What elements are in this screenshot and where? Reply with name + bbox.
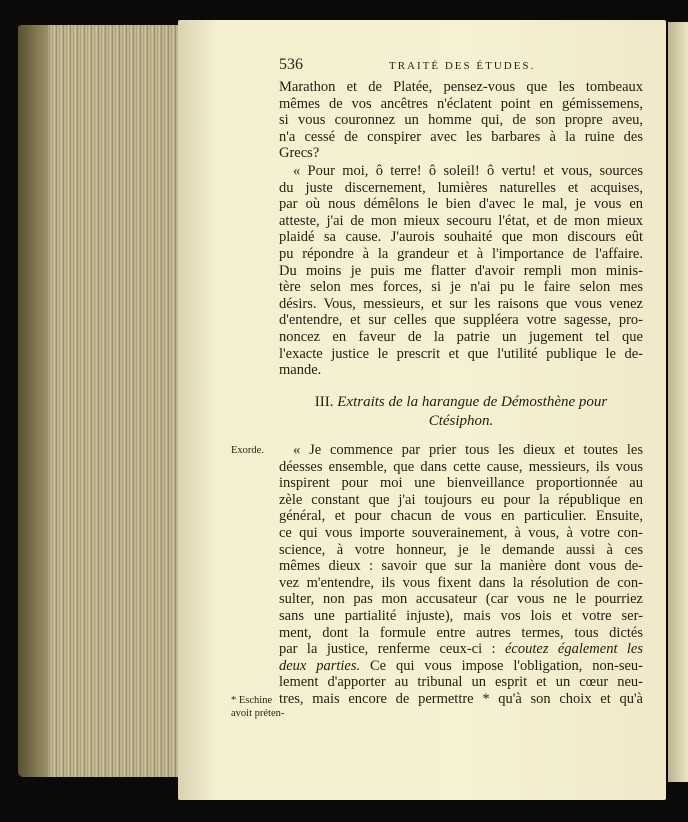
section-title: Extraits de la harangue de Démosthène pour	[337, 394, 608, 410]
text-line: mande.	[279, 362, 322, 379]
text-line	[279, 658, 643, 675]
text-line: désirs. Vous, messieurs, et sur les raisons que vous venez	[279, 295, 643, 312]
text-line: sans une partialité injuste), mais vos lois et votre ser-	[279, 607, 643, 624]
paragraph-3	[279, 442, 643, 708]
text-line: du juste discernement, lumières naturelles et acquises,	[279, 179, 643, 196]
text-line: « Pour moi, ô terre! ô soleil! ô vertu! et vous, sources	[293, 163, 643, 179]
text-line: lement d'apporter au tribunal un esprit et un cœur neu-	[279, 674, 643, 691]
text-line: sulter, non pas mon accusateur (car vous ne le pourriez	[279, 591, 643, 608]
text-line: par où nous démêlons le bien d'avec le mal, je vous en	[279, 196, 643, 213]
book-cover-edge	[18, 25, 48, 777]
text-line: Marathon et de Platée, pensez-vous que les tombeaux	[279, 79, 643, 95]
text-line: général, et pour chacun de vous en particulier. Ensuite,	[279, 508, 643, 525]
footnote-line: * Eschine	[231, 695, 273, 706]
text-line: déesses ensemble, que dans cette cause, messieurs, ils vous	[279, 458, 643, 475]
text-line: vez m'entendre, ils vous fixent dans la résolution de con-	[279, 574, 643, 591]
text-line: ment, dont la formule entre autres termes, tous dictés	[279, 624, 643, 641]
text-line: atteste, j'ai de mon mieux secouru l'état, et de mon mieux	[279, 212, 643, 229]
page-header	[279, 56, 644, 76]
text-line: ce qui vous importe souverainement, à vous, à votre con-	[279, 524, 643, 541]
text-line: n'a cessé de conspirer avec les barbares à la ruine des	[279, 128, 643, 145]
text-line: science, à votre honneur, je le demande aussi à ces	[279, 541, 643, 558]
text-line: si vous couronnez un homme qui, de son propre aveu,	[279, 112, 643, 129]
text-line: mêmes de vos ancêtres n'éclatent point en gémissemens,	[279, 95, 643, 112]
paragraph-2	[279, 163, 643, 379]
text-line: Grecs?	[279, 145, 320, 162]
text-line: d'entendre, et sur celles que suppléera votre sagesse, pro-	[279, 312, 643, 329]
text-line: tres, mais encore de permettre * qu'à son choix et qu'à	[279, 690, 643, 707]
section-number: III.	[314, 394, 334, 410]
italic-quote: deux parties.	[279, 657, 361, 674]
text-line	[279, 641, 643, 658]
running-title: TRAITÉ DES ÉTUDES.	[389, 60, 536, 72]
text-line: tère selon mes forces, si je n'ai pu le faire selon mes	[279, 279, 643, 296]
text-line: inspirent pour moi une bienveillance proportionnée au	[279, 475, 643, 492]
paragraph-1	[279, 79, 643, 162]
text-line: plaidé sa cause. J'aurois souhaité que mon discours eût	[279, 229, 643, 246]
text-line: mêmes dieux : savoir que sur la manière dont vous de-	[279, 558, 643, 575]
text-line: noncez en faveur de la patrie un jugement tel que	[279, 328, 643, 345]
page-number: 536	[279, 56, 303, 73]
text-span: par la justice, renferme ceux-ci :	[279, 641, 496, 658]
text-line: l'exacte justice le prescrit et que l'utilité publique le de-	[279, 345, 643, 362]
text-line: zèle constant que j'ai toujours eu pour la république en	[279, 491, 643, 508]
section-title-cont: Ctésiphon.	[428, 413, 494, 429]
italic-quote: écoutez également les	[505, 641, 644, 658]
footnote-line: avoit préten-	[231, 708, 285, 719]
section-heading	[279, 393, 643, 431]
text-line: pu répondre à la grandeur et à l'importance de l'affaire.	[279, 245, 643, 262]
margin-footnote	[231, 694, 284, 720]
margin-note-exorde: Exorde.	[231, 445, 264, 456]
text-line: « Je commence par prier tous les dieux et toutes les	[293, 442, 643, 458]
text-span: Ce qui vous impose l'obligation, non-seu-	[370, 657, 644, 674]
text-line: Du moins je puis me flatter d'avoir rempli mon minis-	[279, 262, 643, 279]
next-page-edge	[668, 22, 688, 782]
